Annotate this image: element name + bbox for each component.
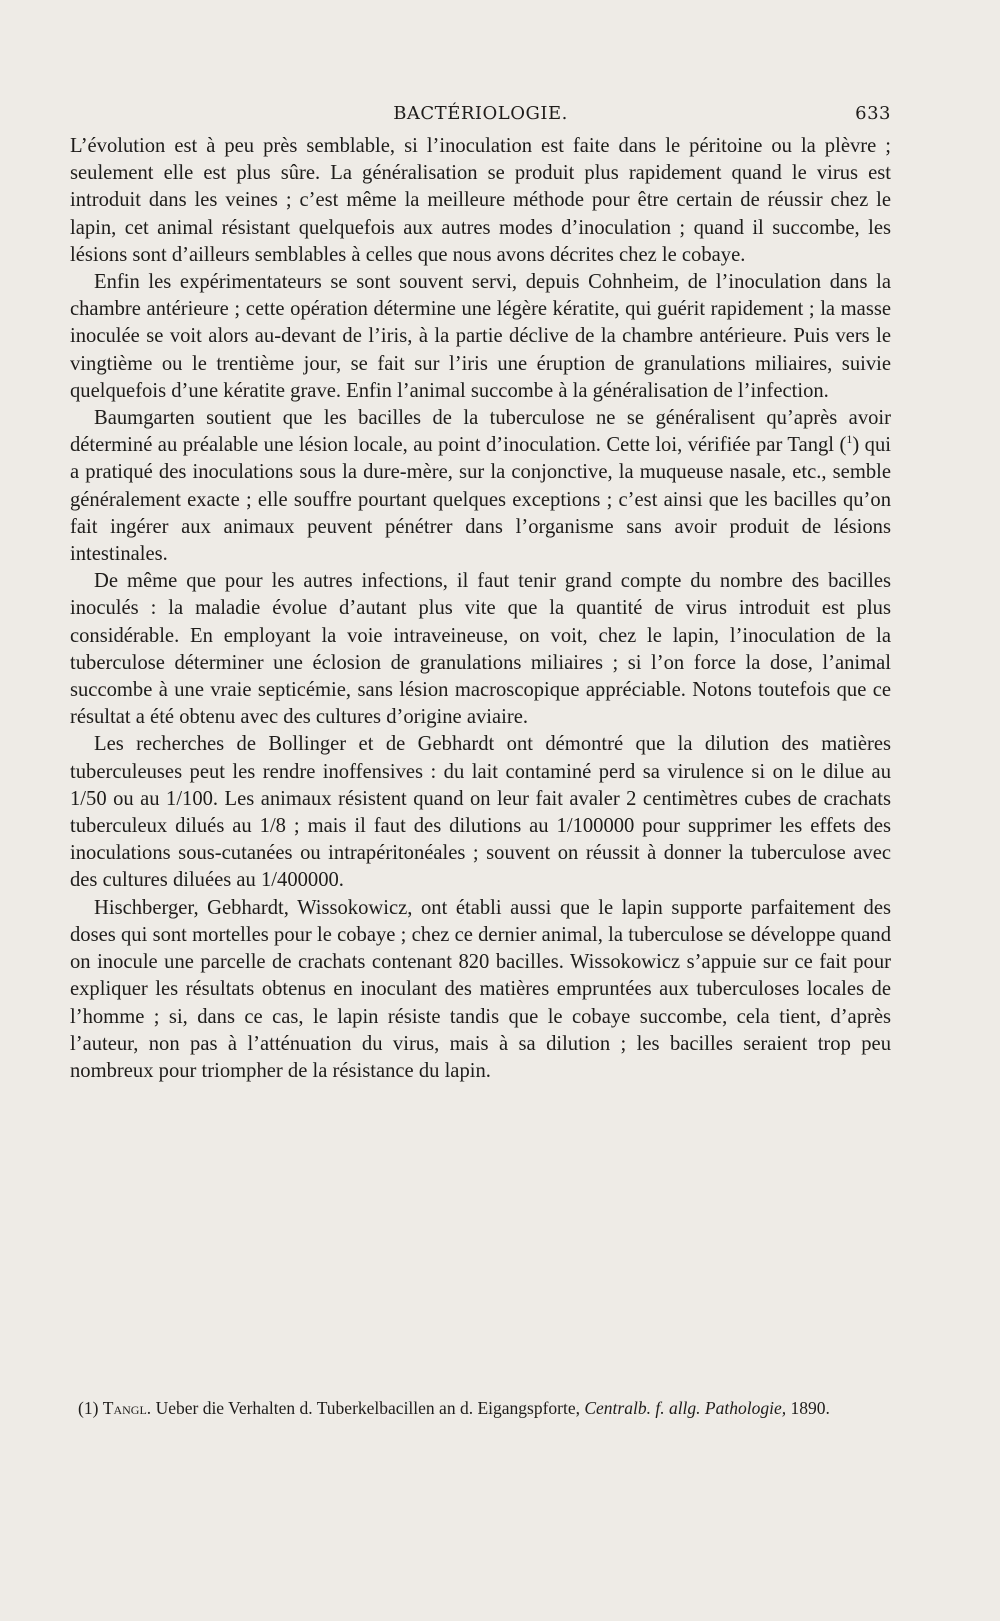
paragraph-text: Baumgarten soutient que les bacilles de la tuberculose ne se généralisent qu’après avoir déterminé au préalable une lésion locale, au point d’inoculation. Cette loi, vérifiée par Tangl ( [70,407,891,457]
paragraph: Enfin les expérimentateurs se sont souvent servi, depuis Cohnheim, de l’inoculation dans la chambre antérieure ; cette opération détermine une légère kératite, qui guérit rapidement ; la masse inoculée se voit alors au-devant de l’iris, à la partie déclive de la chambre antérieure. Puis vers le vingtième ou le trentième jour, se fait sur l’iris une éruption de granulations miliaires, suivie quelquefois d’une kératite grave. Enfin l’animal succombe à la généralisation de l’infection. [70,271,891,402]
paragraph: De même que pour les autres infections, il faut tenir grand compte du nombre des bacilles inoculés : la maladie évolue d’autant plus vite que la quantité de virus introduit est plus considérable. En employant la voie intraveineuse, on voit, chez le lapin, l’inoculation de la tuberculose déterminer une éclosion de granulations miliaires ; si l’on force la dose, l’animal succombe à une vraie septicémie, sans lésion macroscopique appréciable. Notons toutefois que ce résultat a été obtenu avec des cultures d’origine aviaire. [70,570,891,729]
paragraph: Les recherches de Bollinger et de Gebhardt ont démontré que la dilution des matières tuberculeuses peut les rendre inoffensives : du lait contaminé perd sa virulence si on le dilue au 1/50 ou au 1/100. Les animaux résistent quand on leur fait avaler 2 centimètres cubes de crachats tuberculeux dilués au 1/8 ; mais il faut des dilutions au 1/100000 pour supprimer les effets des inoculations sous-cutanées ou intrapéritonéales ; souvent on réussit à donner la tuberculose avec des cultures diluées au 1/400000. [70,733,891,892]
running-title: BACTÉRIOLOGIE. [393,103,568,124]
page-number: 633 [855,103,891,124]
paragraph: Hischberger, Gebhardt, Wissokowicz, ont établi aussi que le lapin supporte parfaitement des doses qui sont mortelles pour le cobaye ; chez ce dernier animal, la tuberculose se développe quand on inocule une parcelle de crachats contenant 820 bacilles. Wissokowicz s’appuie sur ce fait pour expliquer les résultats obtenus en inoculant des matières empruntées aux tuberculoses locales de l’homme ; si, dans ce cas, le lapin résiste tandis que le cobaye succombe, cela tient, d’après l’auteur, non pas à l’atténuation du virus, mais à sa dilution ; les bacilles seraient trop peu nombreux pour triompher de la résistance du lapin. [70,896,891,1082]
paragraph [70,405,891,568]
running-header [70,103,891,133]
paragraph: L’évolution est à peu près semblable, si l’inoculation est faite dans le péritoine ou la plèvre ; seulement elle est plus sûre. La généralisation se produit plus rapidement quand le virus est introduit dans les veines ; c’est même la meilleure méthode pour être certain de réussir chez le lapin, cet animal résistant quelquefois aux autres modes d’inoculation ; quand il succombe, les lésions sont d’ailleurs semblables à celles que nous avons décrites chez le cobaye. [70,135,891,266]
footnotes [70,1397,891,1420]
footnote-author: Tangl. [102,1398,152,1418]
footnote [70,1397,891,1420]
footnote-year: 1890. [790,1398,830,1418]
footnote-reference: 1 [846,432,853,447]
footnote-journal: Centralb. f. allg. Pathologie, [584,1398,787,1418]
footnote-mark: (1) [78,1398,99,1418]
paragraph-text: ) qui a pratiqué des inoculations sous la dure-mère, sur la conjonctive, la muqueuse nasale, etc., semble généralement exacte ; elle souffre pourtant quelques exceptions ; c’est ainsi que les bacilles qu’on fait ingérer aux animaux peuvent pénétrer dans l’organisme sans avoir produit de lésions intestinales. [70,434,892,566]
footnote-text: Ueber die Verhalten d. Tuberkelbacillen an d. Eigangspforte, [155,1398,580,1418]
body-text [70,133,891,1085]
